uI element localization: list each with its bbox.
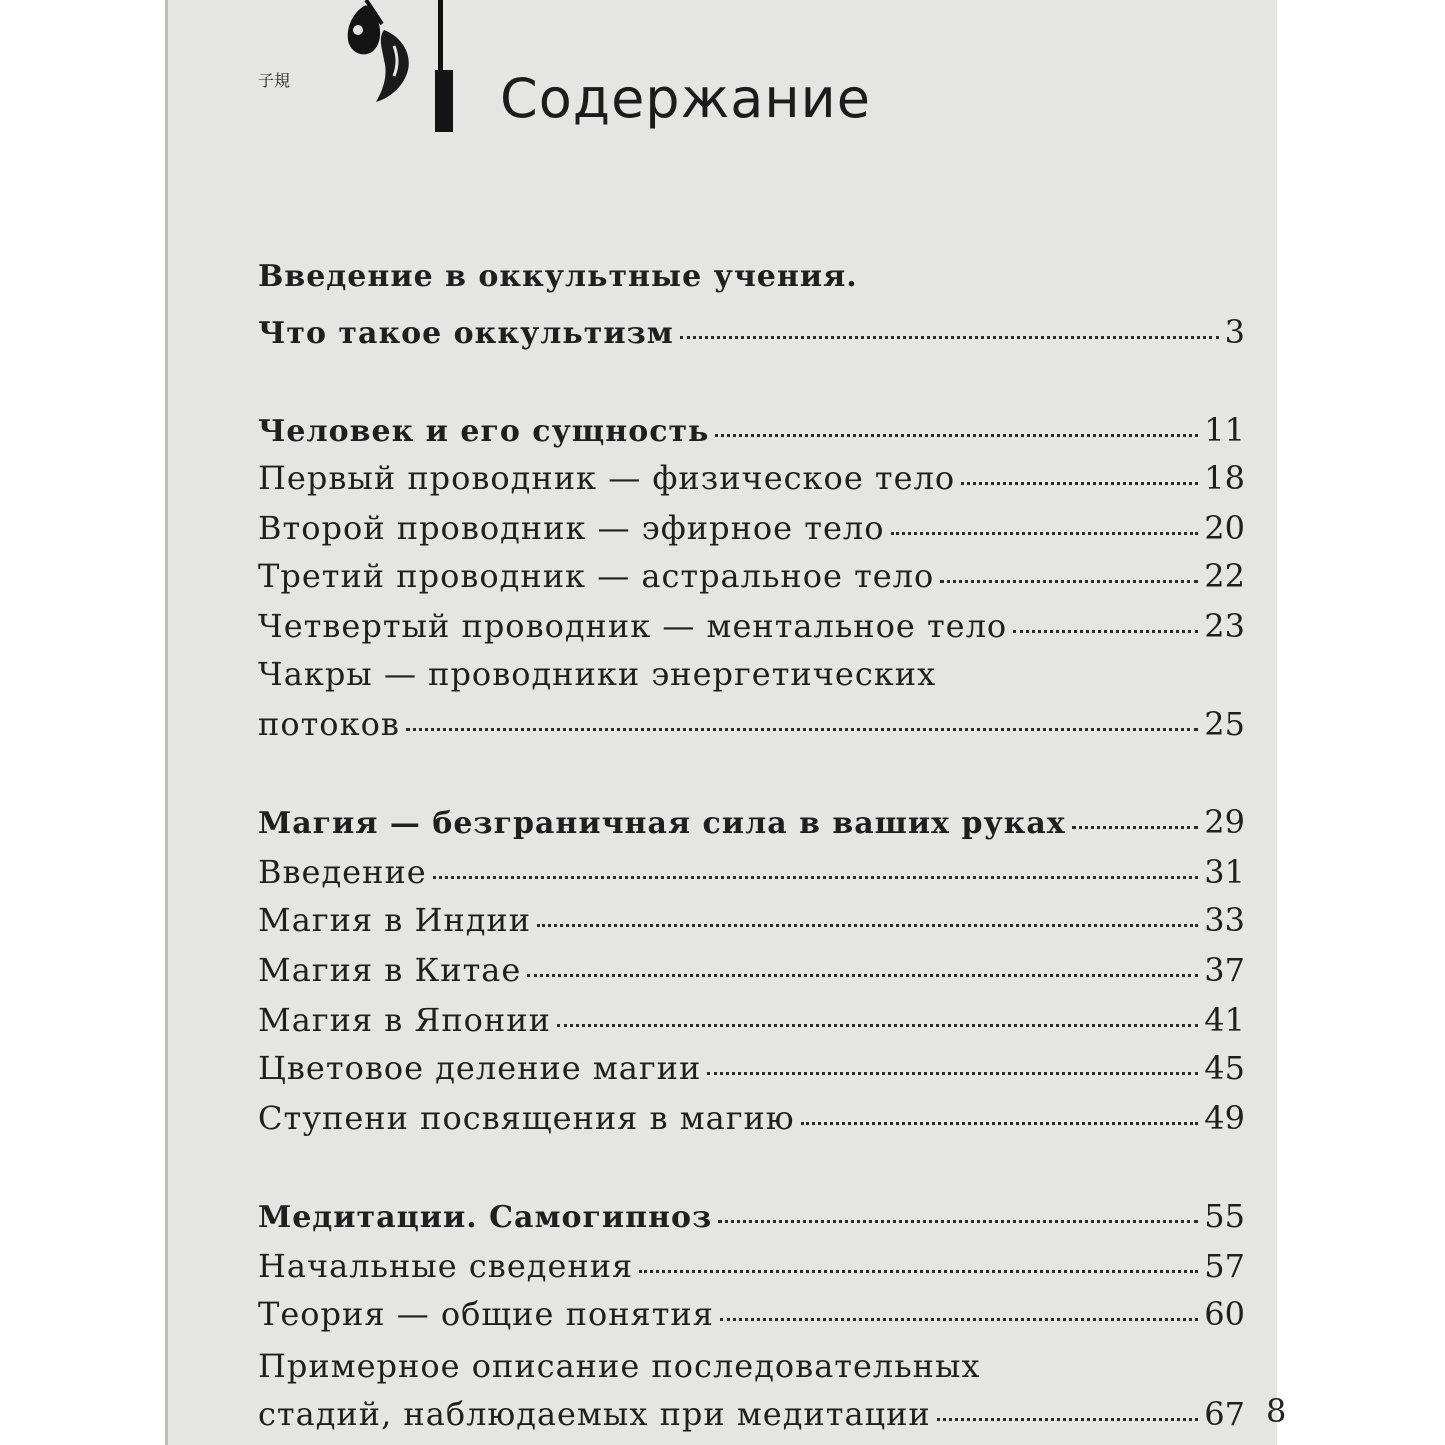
dot-leader <box>707 1072 1198 1075</box>
toc-entry <box>258 1247 1245 1285</box>
toc-entry <box>258 259 1245 294</box>
toc-entry-title: Второй проводник — эфирное тело <box>258 509 885 547</box>
page-title: Содержание <box>500 67 871 130</box>
dot-leader <box>940 580 1198 583</box>
toc-entry-title: потоков <box>258 705 400 743</box>
toc-entry-title: Теория — общие понятия <box>258 1295 714 1333</box>
toc-entry <box>258 1197 1245 1235</box>
toc-entry-title: Медитации. Самогипноз <box>258 1200 713 1235</box>
dot-leader <box>639 1270 1198 1273</box>
dot-leader <box>891 532 1199 535</box>
dot-leader <box>961 482 1198 485</box>
toc-entry-title: Ступени посвящения в магию <box>258 1099 795 1137</box>
toc-entry <box>258 705 1245 743</box>
toc-entry-page: 37 <box>1204 951 1245 989</box>
toc-entry <box>258 951 1245 989</box>
dot-leader <box>801 1122 1199 1125</box>
toc-entry-page: 25 <box>1204 705 1245 743</box>
dot-leader <box>537 924 1198 927</box>
toc-entry <box>258 901 1245 939</box>
dot-leader <box>557 1024 1198 1027</box>
dot-leader <box>527 974 1198 977</box>
toc-entry <box>258 1295 1245 1333</box>
toc-entry-page: 31 <box>1204 853 1245 891</box>
seal-stamp: 子規 <box>258 71 291 90</box>
toc-entry-page: 22 <box>1204 557 1245 595</box>
toc-entry-title: Чакры — проводники энергетических <box>258 655 937 693</box>
toc-entry-title: Магия в Японии <box>258 1001 551 1039</box>
toc-entry-page: 41 <box>1204 1001 1245 1039</box>
toc-entry <box>258 557 1245 595</box>
dot-leader <box>680 336 1219 339</box>
dot-leader <box>1072 826 1199 829</box>
toc-entry <box>258 853 1245 891</box>
toc-entry-page: 3 <box>1224 313 1245 351</box>
dot-leader <box>720 1318 1198 1321</box>
toc-entry <box>258 1001 1245 1039</box>
toc-entry-page: 29 <box>1204 803 1245 841</box>
margin-mark: 8 <box>1266 1392 1287 1430</box>
toc-entry-title: Начальные сведения <box>258 1247 634 1285</box>
toc-entry <box>258 1347 1245 1385</box>
toc-entry <box>258 607 1245 645</box>
toc-entry-title: Что такое оккультизм <box>258 316 674 351</box>
toc-entry <box>258 509 1245 547</box>
dot-leader <box>715 434 1198 437</box>
toc-entry <box>258 459 1245 497</box>
toc-entry-page: 18 <box>1204 459 1245 497</box>
toc-entry-title: Магия — безграничная сила в ваших руках <box>258 806 1066 841</box>
toc-entry <box>258 655 1245 693</box>
toc-entry-page: 55 <box>1204 1197 1245 1235</box>
toc-entry <box>258 1049 1245 1087</box>
toc-entry-title: Третий проводник — астральное тело <box>258 557 935 595</box>
toc-entry <box>258 313 1245 351</box>
dot-leader <box>433 876 1199 879</box>
dot-leader <box>718 1220 1198 1223</box>
toc-entry-title: Цветовое деление магии <box>258 1049 702 1087</box>
toc-entry-title: Магия в Индии <box>258 901 532 939</box>
toc-entry-page: 11 <box>1204 411 1245 449</box>
toc-entry-page: 20 <box>1204 509 1245 547</box>
toc-entry-page: 49 <box>1204 1099 1245 1137</box>
toc-entry-page: 57 <box>1204 1247 1245 1285</box>
toc-entry-title: Первый проводник — физическое тело <box>258 459 956 497</box>
toc-entry-page: 33 <box>1204 901 1245 939</box>
toc-entry <box>258 1395 1245 1433</box>
dot-leader <box>937 1418 1199 1421</box>
toc-entry-page: 45 <box>1204 1049 1245 1087</box>
toc-entry <box>258 803 1245 841</box>
dot-leader <box>406 728 1198 731</box>
toc-entry-title: Введение в оккультные учения. <box>258 259 858 294</box>
toc-entry-title: Введение <box>258 853 427 891</box>
toc-entry <box>258 1099 1245 1137</box>
toc-entry-title: Человек и его сущность <box>258 414 710 449</box>
toc-entry-page: 67 <box>1204 1395 1245 1433</box>
toc-entry-page: 23 <box>1204 607 1245 645</box>
toc-entry-title: Четвертый проводник — ментальное тело <box>258 607 1008 645</box>
toc-entry-title: Примерное описание последовательных <box>258 1347 981 1385</box>
toc-entry-title: Магия в Китае <box>258 951 522 989</box>
toc-entry <box>258 411 1245 449</box>
dot-leader <box>1013 630 1198 633</box>
toc-entry-title: стадий, наблюдаемых при медитации <box>258 1395 931 1433</box>
toc-entry-page: 60 <box>1204 1295 1245 1333</box>
